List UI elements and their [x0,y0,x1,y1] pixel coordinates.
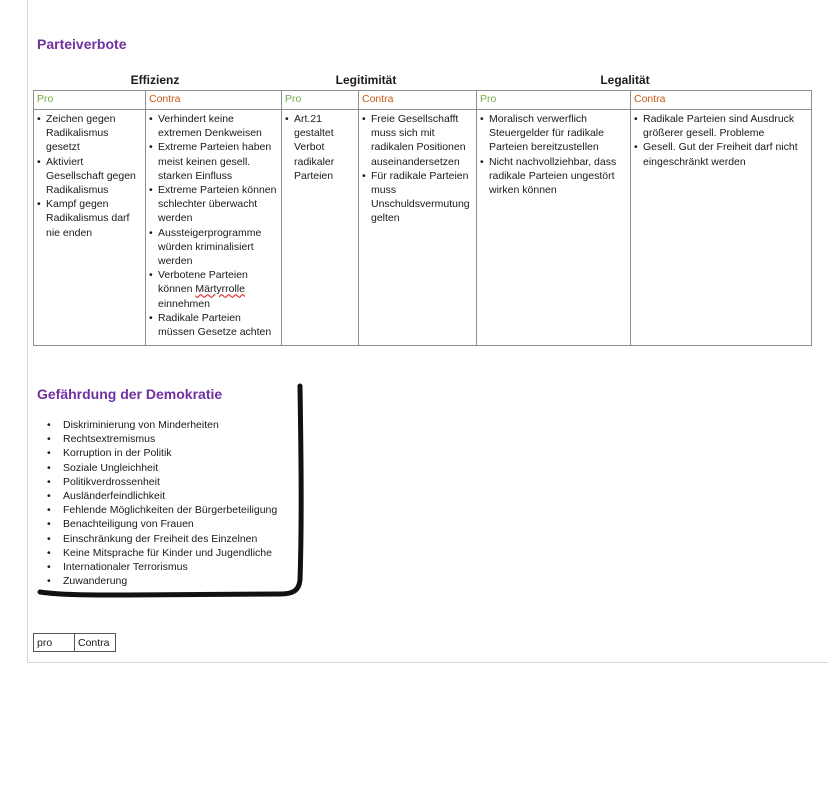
list-item: • Radikale Parteien müssen Gesetze achten [149,311,278,339]
list-item: • Soziale Ungleichheit [47,461,277,475]
header-legalitaet-pro: Pro [477,91,631,110]
list-item: • Freie Gesellschafft muss sich mit radikalen Positionen auseinandersetzen [362,112,473,169]
list-item: • Rechtsextremismus [47,432,277,446]
pro-cell: pro [34,634,75,652]
list-item: • Aussteigerprogramme würden kriminalisiert werden [149,226,278,269]
list-item: • Gesell. Gut der Freiheit darf nicht eingeschränkt werden [634,140,808,168]
list-item: • Radikale Parteien sind Ausdruck größerer gesell. Probleme [634,112,808,140]
list-item: • Fehlende Möglichkeiten der Bürgerbeteiligung [47,503,277,517]
list-item: • Art.21 gestaltet Verbot radikaler Parteien [285,112,355,183]
page-title: Parteiverbote [37,36,127,52]
contra-cell: Contra [75,634,116,652]
list-item: • Extreme Parteien haben meist keinen gesell. starken Einfluss [149,140,278,183]
section-title-demokratie: Gefährdung der Demokratie [37,386,223,402]
pro-contra-table [33,633,116,652]
list-item: • Verhindert keine extremen Denkweisen [149,112,278,140]
header-legitimitaet-contra: Contra [359,91,477,110]
list-item: • Für radikale Parteien muss Unschuldsvermutung gelten [362,169,473,226]
list-item: • Einschränkung der Freiheit des Einzelnen [47,532,277,546]
list-item: • Aktiviert Gesellschaft gegen Radikalismus [37,155,142,198]
list-item: • Benachteiligung von Frauen [47,517,277,531]
spellcheck-word: Märtyrrolle [195,283,245,296]
list-item: • Nicht nachvollziehbar, dass radikale Parteien ungestört wirken können [480,155,627,198]
list-item: • Politikverdrossenheit [47,475,277,489]
list-item: • Keine Mitsprache für Kinder und Jugendliche [47,546,277,560]
list-item: • Zeichen gegen Radikalismus gesetzt [37,112,142,155]
header-effizienz-pro: Pro [34,91,146,110]
header-legitimitaet-pro: Pro [282,91,359,110]
list-item: • Internationaler Terrorismus [47,560,277,574]
list-item: • Ausländerfeindlichkeit [47,489,277,503]
list-item: • Zuwanderung [47,574,277,588]
list-item: • Kampf gegen Radikalismus darf nie enden [37,197,142,240]
list-item: • Extreme Parteien können schlechter überwacht werden [149,183,278,226]
list-item: • Korruption in der Politik [47,446,277,460]
header-legalitaet-contra: Contra [631,91,812,110]
category-legitimitaet: Legitimität [335,73,397,87]
category-effizienz: Effizienz [130,73,180,87]
list-item: • Diskriminierung von Minderheiten [47,418,277,432]
header-effizienz-contra: Contra [146,91,282,110]
list-item-text: einnehmen [158,297,210,310]
category-legalitaet: Legalität [600,73,650,87]
list-item: • Moralisch verwerflich Steuergelder für radikale Parteien bereitzustellen [480,112,627,155]
list-item-text: Verbotene Parteien können [158,269,248,296]
